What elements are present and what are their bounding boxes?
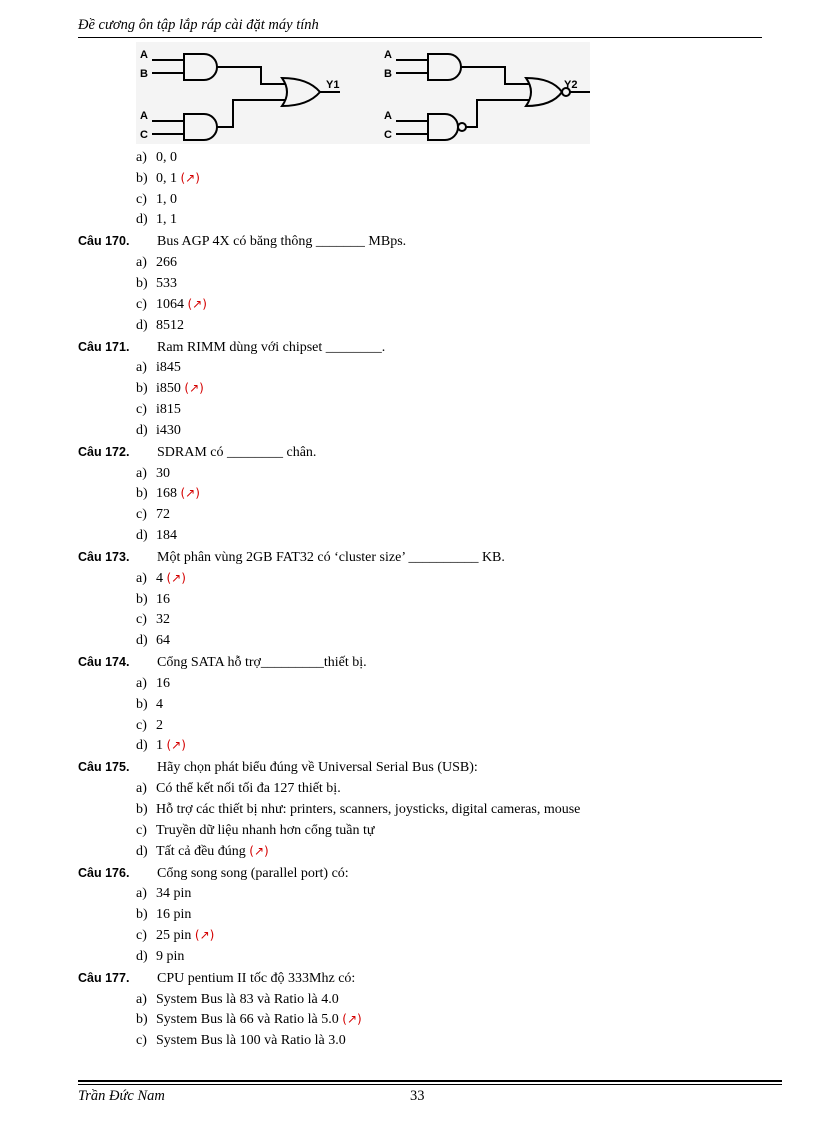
nand-gate-bottom-2 <box>428 114 458 140</box>
option-letter: c) <box>136 1033 147 1049</box>
answer-option <box>136 1012 362 1028</box>
answer-option <box>136 886 191 902</box>
question-stem: Bus AGP 4X có băng thông _______ MBps. <box>157 234 407 250</box>
option-letter: c) <box>136 822 147 838</box>
option-text: System Bus là 100 và Ratio là 3.0 <box>156 1033 346 1049</box>
option-text: Tất cả đều đúng <box>156 843 246 859</box>
answer-option <box>136 360 181 376</box>
answer-option <box>136 718 163 734</box>
answer-option <box>136 507 170 523</box>
question-number: Câu 172. <box>78 444 130 459</box>
correct-answer-marker: (↗) <box>180 486 200 501</box>
correct-answer-marker: (↗) <box>187 296 207 311</box>
option-text: Truyền dữ liệu nhanh hơn cổng tuần tự <box>156 822 375 838</box>
option-text: 9 pin <box>156 948 185 964</box>
option-letter: a) <box>136 676 147 691</box>
answer-option <box>136 150 177 166</box>
answer-option <box>136 192 177 208</box>
c1-input-a-bottom: A <box>140 110 148 122</box>
option-text: 1, 0 <box>156 191 177 207</box>
answer-option <box>136 738 186 754</box>
option-letter: d) <box>136 738 148 754</box>
page-header-title: Đề cương ôn tập lắp ráp cài đặt máy tính <box>78 17 319 33</box>
option-letter: d) <box>136 948 148 964</box>
correct-answer-marker: (↗) <box>166 738 186 753</box>
option-letter: b) <box>136 1012 148 1028</box>
answer-option <box>136 781 341 797</box>
question-stem: Cổng SATA hỗ trợ_________thiết bị. <box>157 655 367 671</box>
option-letter: b) <box>136 802 148 817</box>
option-letter: d) <box>136 212 148 228</box>
c2-output-label: Y2 <box>564 79 578 91</box>
option-text: 34 pin <box>156 886 192 902</box>
option-letter: c) <box>136 507 147 523</box>
answer-option <box>136 612 170 628</box>
option-text: 1064 <box>156 296 184 312</box>
answer-option <box>136 802 580 818</box>
answer-option <box>136 171 200 187</box>
answer-option <box>136 276 177 292</box>
question-stem: Ram RIMM dùng với chipset ________. <box>157 339 386 355</box>
header-divider <box>78 37 762 38</box>
option-text: 184 <box>156 528 177 543</box>
option-letter: b) <box>136 486 148 502</box>
question-number: Câu 175. <box>78 760 130 775</box>
logic-circuit-diagram <box>136 42 590 144</box>
answer-option <box>136 423 181 439</box>
c1-input-a-top: A <box>140 49 148 61</box>
option-text: 16 <box>156 676 170 691</box>
option-text: 16 <box>156 591 170 607</box>
correct-answer-marker: (↗) <box>166 570 186 585</box>
option-letter: c) <box>136 296 147 312</box>
correct-answer-marker: (↗) <box>249 843 269 858</box>
option-letter: d) <box>136 843 148 859</box>
option-letter: d) <box>136 422 148 438</box>
c2-input-b: B <box>384 68 392 80</box>
question-number: Câu 177. <box>78 970 130 985</box>
question-number: Câu 174. <box>78 655 130 670</box>
or-gate-1 <box>282 78 320 106</box>
answer-option <box>136 928 214 944</box>
c1-input-c: C <box>140 129 148 141</box>
answer-option <box>136 907 191 923</box>
option-text: 533 <box>156 276 177 291</box>
correct-answer-marker: (↗) <box>342 1012 362 1027</box>
option-letter: c) <box>136 717 147 733</box>
option-text: i430 <box>156 422 181 438</box>
answer-option <box>136 297 207 313</box>
answer-option <box>136 381 204 397</box>
answer-option <box>136 1033 346 1049</box>
nor-gate-2 <box>526 78 562 106</box>
option-letter: b) <box>136 381 148 397</box>
option-letter: b) <box>136 907 148 923</box>
question-stem: Một phân vùng 2GB FAT32 có ‘cluster size’ __________ KB. <box>157 550 505 565</box>
option-letter: a) <box>136 255 147 271</box>
option-letter: a) <box>136 781 147 797</box>
option-text: System Bus là 66 và Ratio là 5.0 <box>156 1012 339 1028</box>
option-letter: a) <box>136 360 147 376</box>
answer-option <box>136 823 374 839</box>
option-letter: b) <box>136 276 148 291</box>
page-number: 33 <box>410 1088 425 1104</box>
option-text: 72 <box>156 507 170 523</box>
option-text: 16 pin <box>156 907 192 923</box>
option-letter: c) <box>136 191 147 207</box>
answer-option <box>136 949 184 965</box>
question-stem: Cổng song song (parallel port) có: <box>157 865 349 881</box>
answer-option <box>136 255 177 271</box>
option-text: 0, 1 <box>156 170 177 186</box>
and-gate-bottom-1 <box>184 114 217 140</box>
option-text: 2 <box>156 717 163 733</box>
correct-answer-marker: (↗) <box>184 381 204 396</box>
option-letter: d) <box>136 633 148 649</box>
answer-option <box>136 676 170 692</box>
answer-option <box>136 697 163 713</box>
option-text: Có thể kết nối tối đa 127 thiết bị. <box>156 781 341 797</box>
option-text: 30 <box>156 465 170 481</box>
correct-answer-marker: (↗) <box>194 928 215 942</box>
option-letter: a) <box>136 991 147 1007</box>
answer-option <box>136 466 170 482</box>
and-gate-top-1 <box>184 54 217 80</box>
option-letter: d) <box>136 528 148 543</box>
answer-option <box>136 633 170 649</box>
option-text: 32 <box>156 612 170 628</box>
option-text: 25 pin <box>156 928 192 943</box>
option-letter: a) <box>136 570 147 586</box>
answer-option <box>136 592 170 608</box>
footer-author: Trần Đức Nam <box>78 1088 165 1104</box>
and-gate-top-2 <box>428 54 461 80</box>
option-letter: a) <box>136 150 147 165</box>
answer-option <box>136 528 177 544</box>
circuit-1 <box>152 54 340 140</box>
footer-divider-thin <box>78 1084 782 1085</box>
option-text: 1, 1 <box>156 212 177 228</box>
option-text: 266 <box>156 255 177 271</box>
question-number: Câu 170. <box>78 234 130 249</box>
option-text: 4 <box>156 570 163 586</box>
option-text: 4 <box>156 696 163 712</box>
c2-input-c: C <box>384 129 392 141</box>
option-text: System Bus là 83 và Ratio là 4.0 <box>156 991 339 1007</box>
option-text: 64 <box>156 633 170 649</box>
question-stem: Hãy chọn phát biểu đúng về Universal Serial Bus (USB): <box>157 760 478 776</box>
c1-output-label: Y1 <box>326 79 340 91</box>
correct-answer-marker: (↗) <box>180 170 200 185</box>
option-letter: b) <box>136 696 148 712</box>
option-text: i845 <box>156 360 181 376</box>
nand-bubble <box>458 123 466 131</box>
answer-option <box>136 318 184 334</box>
option-letter: b) <box>136 170 148 186</box>
c1-input-b: B <box>140 68 148 80</box>
option-text: 0, 0 <box>156 150 177 165</box>
option-letter: b) <box>136 591 148 607</box>
option-letter: a) <box>136 465 147 481</box>
question-stem: SDRAM có ________ chân. <box>157 444 317 460</box>
answer-option <box>136 402 181 418</box>
c2-input-a-bottom: A <box>384 110 392 122</box>
footer-divider-thick <box>78 1080 782 1082</box>
circuit-2 <box>396 54 590 140</box>
option-letter: d) <box>136 317 148 333</box>
option-letter: c) <box>136 612 147 628</box>
option-letter: a) <box>136 886 147 902</box>
question-stem: CPU pentium II tốc độ 333Mhz có: <box>157 970 356 986</box>
option-text: i850 <box>156 381 181 397</box>
c2-input-a-top: A <box>384 49 392 61</box>
question-number: Câu 173. <box>78 550 130 564</box>
option-text: i815 <box>156 402 181 417</box>
answer-option <box>136 212 177 228</box>
option-text: Hỗ trợ các thiết bị như: printers, scanners, joysticks, digital cameras, mouse <box>156 802 581 817</box>
option-text: 8512 <box>156 317 184 333</box>
question-number: Câu 176. <box>78 865 130 880</box>
answer-option <box>136 486 200 502</box>
answer-option <box>136 844 269 860</box>
option-text: 1 <box>156 738 163 754</box>
question-number: Câu 171. <box>78 339 130 354</box>
option-letter: c) <box>136 928 147 943</box>
option-text: 168 <box>156 486 177 502</box>
option-letter: c) <box>136 402 147 417</box>
answer-option <box>136 992 339 1008</box>
answer-option <box>136 571 186 587</box>
